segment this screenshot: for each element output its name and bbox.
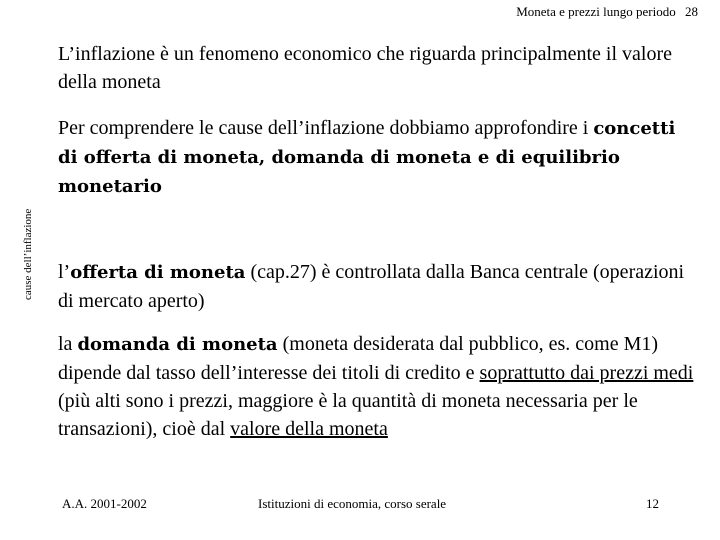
header-title: Moneta e prezzi lungo periodo [516, 4, 676, 19]
underlined-text: valore della moneta [230, 418, 388, 440]
underlined-text: soprattutto dai prezzi medi [479, 362, 694, 384]
paragraph-causes [58, 114, 698, 201]
bold-term: domanda di moneta [77, 334, 278, 355]
paragraph-money-demand [58, 330, 698, 443]
paragraph-text: Per comprendere le cause dell’inflazione dobbiamo approfondire i [58, 117, 594, 139]
paragraph-text: (più alti sono i prezzi, maggiore è la quantità di moneta necessaria per le transazioni), cioè dal [58, 390, 638, 440]
header-slide-number: 28 [685, 4, 698, 19]
paragraph-text: (moneta desiderata dal pubblico, es. come M1) dipende dal tasso dell’interesse dei titoli di credito e [58, 333, 659, 384]
paragraph-inflation-definition: L’inflazione è un fenomeno economico che riguarda principalmente il valore della moneta [58, 43, 673, 93]
slide-header [516, 4, 698, 20]
footer-academic-year: A.A. 2001-2002 [62, 496, 147, 511]
footer-page-number: 12 [646, 496, 659, 511]
paragraph-text: (cap.27) è controllata dalla Banca centrale (operazioni di mercato aperto) [58, 261, 685, 312]
footer-course: Istituzioni di economia, corso serale [258, 496, 447, 511]
bold-concepts: concetti di offerta di moneta, domanda di moneta e di equilibrio monetario [58, 118, 676, 197]
paragraph-text: l’ [58, 261, 71, 283]
paragraph-text: la [58, 333, 78, 355]
side-section-label: cause dell’inflazione [22, 208, 34, 300]
paragraph-money-supply [58, 258, 698, 315]
bold-term: offerta di moneta [70, 262, 246, 283]
